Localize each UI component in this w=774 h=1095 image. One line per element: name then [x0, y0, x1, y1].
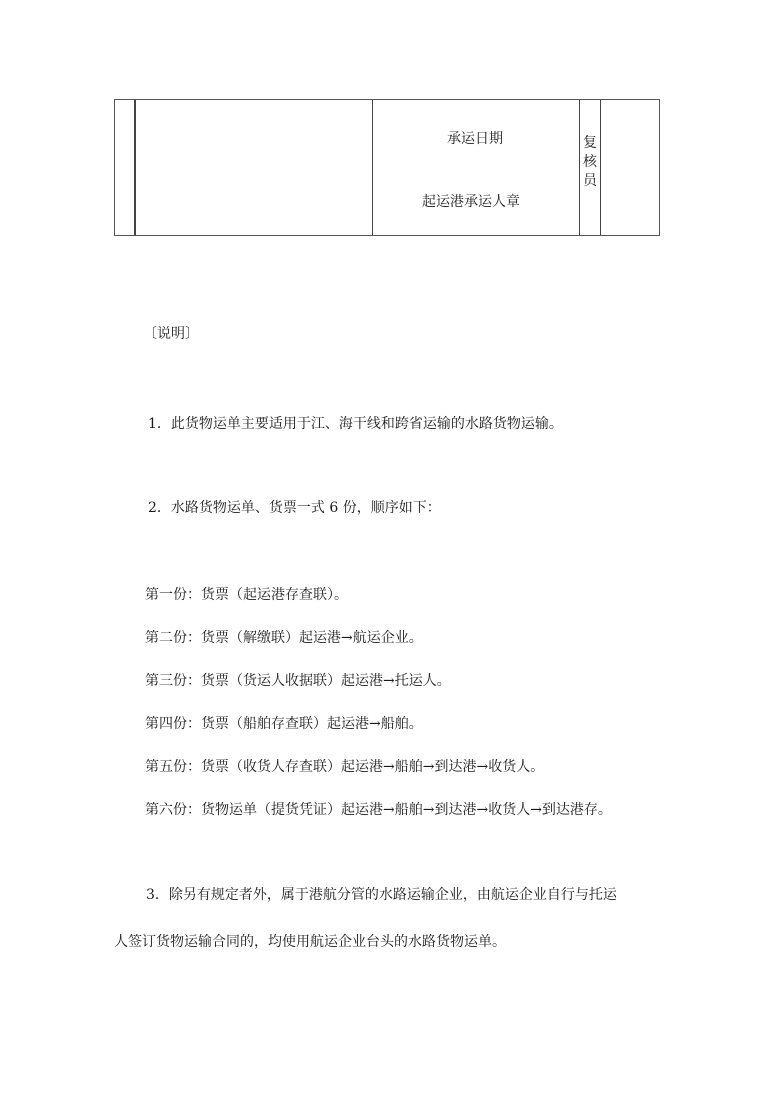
- table-divider: [134, 100, 136, 235]
- copy-list-item: 第三份：货票（货运人收据联）起运港→托运人。: [145, 673, 451, 689]
- notes-heading: 〔说明〕: [143, 326, 199, 342]
- note-item-3: 3．除另有规定者外，属于港航分管的水路运输企业，由航运企业自行与托运: [146, 887, 617, 903]
- note-item-3-continued: 人签订货物运输合同的，均使用航运企业台头的水路货物运单。: [114, 934, 506, 950]
- copy-list-item: 第五份：货票（收货人存查联）起运港→船舶→到达港→收货人。: [145, 759, 545, 775]
- note-item-1: 1．此货物运单主要适用于江、海干线和跨省运输的水路货物运输。: [148, 416, 563, 432]
- shipping-date-label: 承运日期: [447, 131, 503, 147]
- table-divider: [579, 100, 580, 235]
- copy-list-item: 第四份：货票（船舶存查联）起运港→船舶。: [145, 716, 423, 732]
- carrier-seal-label: 起运港承运人章: [422, 194, 520, 210]
- copy-list-item: 第二份：货票（解缴联）起运港→航运企业。: [145, 630, 423, 646]
- waybill-form-table: [114, 99, 660, 236]
- table-divider: [372, 100, 373, 235]
- copy-list-item: 第六份：货物运单（提货凭证）起运港→船舶→到达港→收货人→到达港存。: [145, 802, 612, 818]
- table-divider: [600, 100, 601, 235]
- reviewer-label: 复 核 员: [583, 135, 597, 189]
- copy-list-item: 第一份：货票（起运港存查联）。: [145, 587, 348, 603]
- note-item-2: 2．水路货物运单、货票一式 6 份，顺序如下：: [148, 500, 441, 516]
